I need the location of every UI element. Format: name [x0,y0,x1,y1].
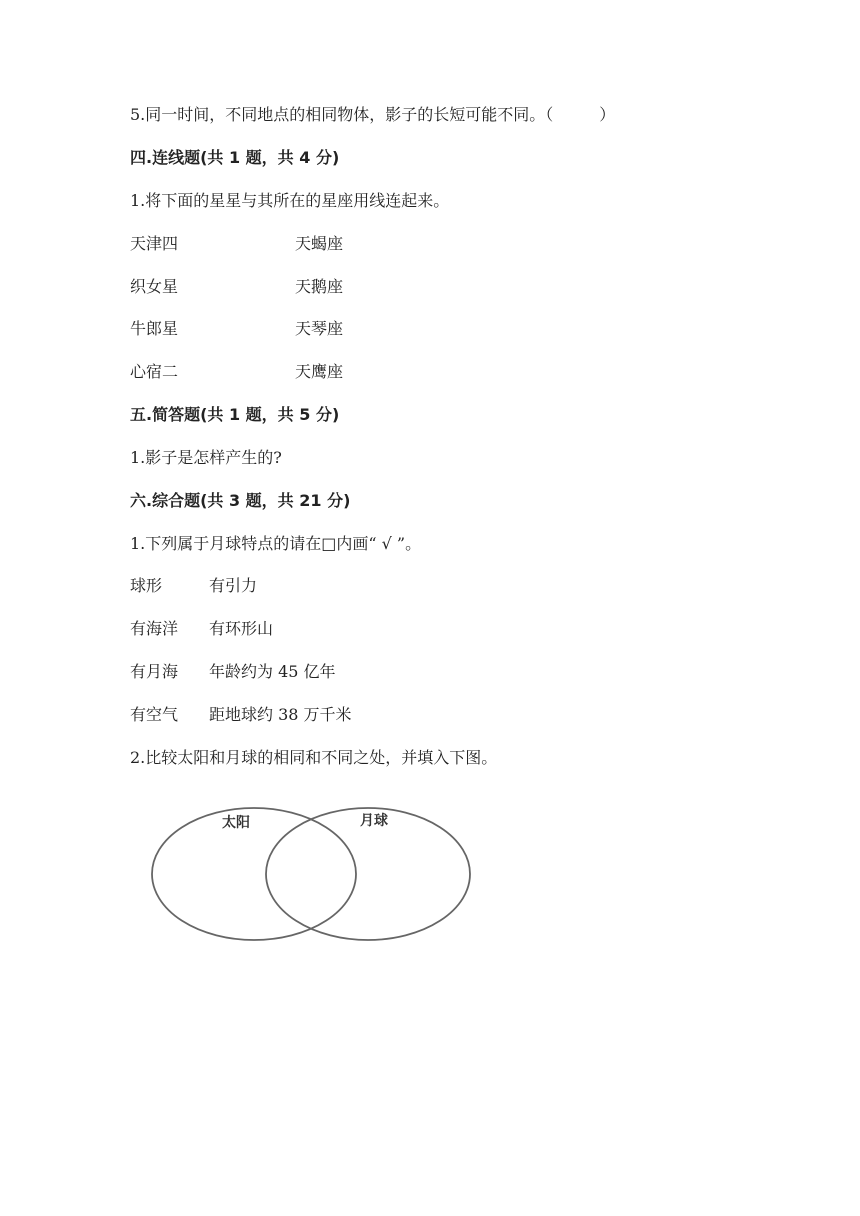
option-item: 有引力 [209,576,258,595]
star-item: 牛郎星 [130,319,179,338]
section-4-heading: 四.连线题(共 1 题，共 4 分) [130,148,340,167]
venn-diagram [148,800,478,950]
section-6-question-2: 2.比较太阳和月球的相同和不同之处，并填入下图。 [130,748,498,767]
venn-circle-sun [152,808,356,940]
constellation-item: 天鹅座 [295,277,344,296]
section-5-heading: 五.简答题(共 1 题，共 5 分) [130,405,340,424]
option-item: 距地球约 38 万千米 [209,705,352,724]
venn-label-sun: 太阳 [222,815,250,831]
section-4-question: 1.将下面的星星与其所在的星座用线连起来。 [130,191,450,210]
venn-label-moon: 月球 [360,813,388,829]
option-item: 有环形山 [209,619,274,638]
section-6-question-1: 1.下列属于月球特点的请在□内画“ √ ”。 [130,534,422,553]
star-item: 天津四 [130,234,179,253]
question-5-text: 5.同一时间，不同地点的相同物体，影子的长短可能不同。（ [130,105,554,124]
section-6-heading: 六.综合题(共 3 题，共 21 分) [130,491,351,510]
option-item: 球形 [130,576,163,595]
star-item: 心宿二 [130,362,179,381]
star-item: 织女星 [130,277,179,296]
option-item: 有月海 [130,662,179,681]
option-item: 有海洋 [130,619,179,638]
option-item: 有空气 [130,705,179,724]
question-5 [130,104,615,126]
section-5-question: 1.影子是怎样产生的? [130,448,282,467]
constellation-item: 天琴座 [295,319,344,338]
question-5-close: ） [599,105,616,124]
constellation-item: 天蝎座 [295,234,344,253]
constellation-item: 天鹰座 [295,362,344,381]
option-item: 年龄约为 45 亿年 [209,662,336,681]
